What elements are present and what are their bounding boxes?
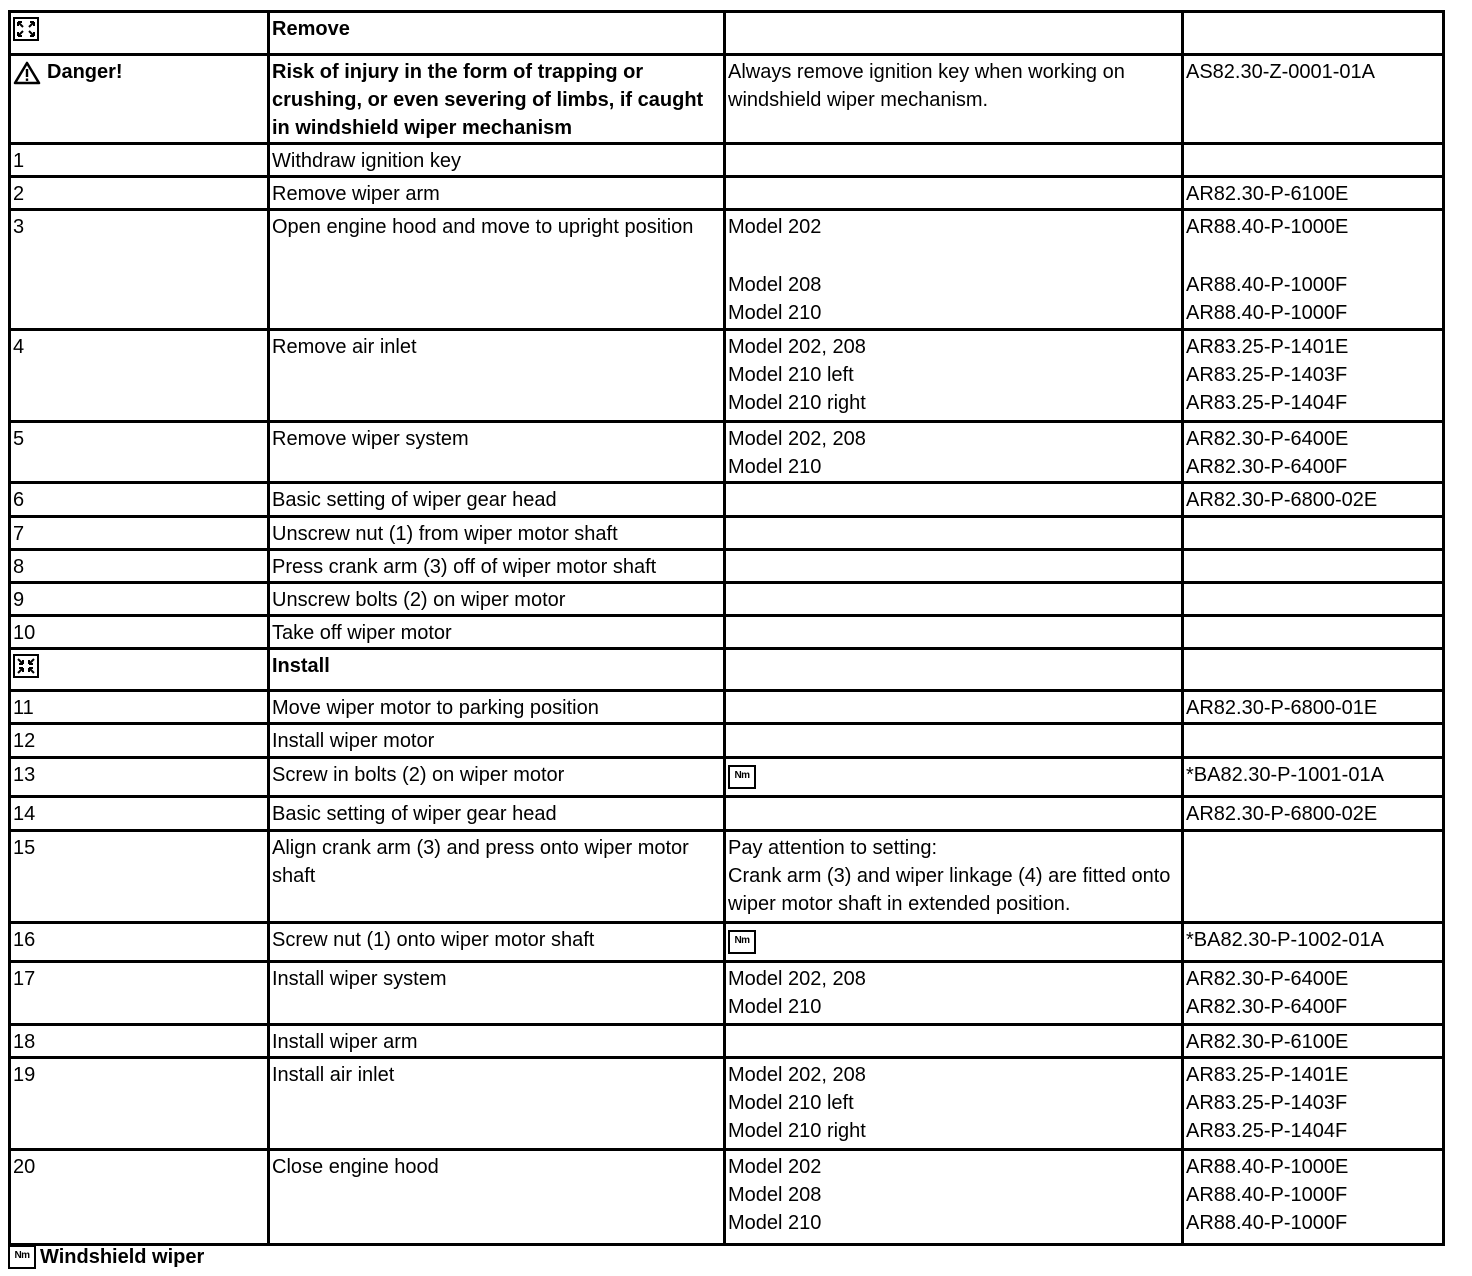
remove-section-title: Remove [269, 12, 725, 55]
step-note: Model 202 [728, 1156, 822, 1178]
step-ref: AR82.30-P-6400F [1186, 996, 1348, 1018]
table-row [10, 1025, 1444, 1058]
step-text: Withdraw ignition key [269, 144, 725, 177]
step-ref: AR83.25-P-1403F [1186, 1092, 1348, 1114]
step-note: Model 210 [728, 1212, 822, 1234]
torque-nm-icon: Nm [728, 765, 756, 789]
table-row [10, 550, 1444, 583]
step-number: 12 [10, 724, 269, 758]
step-number: 1 [10, 144, 269, 177]
step-text: Press crank arm (3) off of wiper motor shaft [269, 550, 725, 583]
step-number: 3 [10, 210, 269, 330]
step-ref: AR82.30-P-6800-02E [1183, 483, 1444, 517]
step-ref: AR82.30-P-6100E [1183, 1025, 1444, 1058]
torque-nm-icon: Nm [728, 930, 756, 954]
table-row [10, 616, 1444, 649]
step-number: 14 [10, 797, 269, 831]
step-number: 5 [10, 422, 269, 483]
install-symbol-icon [13, 654, 39, 678]
step-note: Model 210 right [728, 392, 866, 414]
table-row [10, 517, 1444, 550]
step-number: 18 [10, 1025, 269, 1058]
danger-row [10, 55, 1444, 144]
step-ref: *BA82.30-P-1002-01A [1183, 923, 1444, 962]
step-ref: AR82.30-P-6100E [1183, 177, 1444, 210]
step-ref: AR83.25-P-1401E [1186, 1064, 1349, 1086]
step-number: 6 [10, 483, 269, 517]
step-note: Model 202, 208 [728, 428, 866, 450]
step-text: Screw in bolts (2) on wiper motor [269, 758, 725, 797]
step-number: 17 [10, 962, 269, 1025]
step-text: Remove wiper system [269, 422, 725, 483]
step-note: Model 210 left [728, 364, 854, 386]
step-number: 7 [10, 517, 269, 550]
step-text: Open engine hood and move to upright position [269, 210, 725, 330]
table-row [10, 923, 1444, 962]
step-note: Crank arm (3) and wiper linkage (4) are fitted onto wiper motor shaft in extended position. [728, 865, 1171, 915]
table-row [10, 583, 1444, 616]
table-row [10, 330, 1444, 422]
table-row [10, 1058, 1444, 1150]
step-note: Model 202, 208 [728, 968, 866, 990]
step-note: Model 210 left [728, 1092, 854, 1114]
step-note: Model 208 [728, 274, 822, 296]
step-ref: AR83.25-P-1404F [1186, 1120, 1348, 1142]
install-header-row [10, 649, 1444, 691]
step-number: 20 [10, 1150, 269, 1245]
step-note: Model 210 [728, 302, 822, 324]
step-number: 9 [10, 583, 269, 616]
step-text: Install air inlet [269, 1058, 725, 1150]
table-row [10, 691, 1444, 724]
step-ref: AR88.40-P-1000F [1186, 1184, 1348, 1206]
table-row [10, 962, 1444, 1025]
step-number: 13 [10, 758, 269, 797]
step-text: Install wiper motor [269, 724, 725, 758]
step-text: Basic setting of wiper gear head [269, 797, 725, 831]
install-section-title: Install [269, 649, 725, 691]
step-text: Install wiper system [269, 962, 725, 1025]
warning-triangle-icon [13, 61, 41, 93]
step-ref: AR83.25-P-1403F [1186, 364, 1348, 386]
step-ref: AR82.30-P-6800-01E [1183, 691, 1444, 724]
table-row [10, 422, 1444, 483]
step-ref: AR88.40-P-1000F [1186, 274, 1348, 296]
step-number: 19 [10, 1058, 269, 1150]
step-number: 2 [10, 177, 269, 210]
step-note: Model 202, 208 [728, 336, 866, 358]
step-number: 11 [10, 691, 269, 724]
table-row [10, 483, 1444, 517]
table-row [10, 1150, 1444, 1245]
step-text: Unscrew bolts (2) on wiper motor [269, 583, 725, 616]
step-ref: AR82.30-P-6400E [1186, 968, 1349, 990]
step-ref: AR88.40-P-1000F [1186, 1212, 1348, 1234]
step-number: 4 [10, 330, 269, 422]
table-row [10, 797, 1444, 831]
step-text: Remove air inlet [269, 330, 725, 422]
step-number: 15 [10, 831, 269, 923]
step-text: Take off wiper motor [269, 616, 725, 649]
step-text: Remove wiper arm [269, 177, 725, 210]
procedure-table [8, 10, 1445, 1246]
step-note: Model 208 [728, 1184, 822, 1206]
step-number: 8 [10, 550, 269, 583]
step-note: Model 202 [728, 216, 822, 238]
step-text: Screw nut (1) onto wiper motor shaft [269, 923, 725, 962]
step-ref: *BA82.30-P-1001-01A [1183, 758, 1444, 797]
step-text: Install wiper arm [269, 1025, 725, 1058]
step-ref: AR88.40-P-1000E [1186, 216, 1349, 238]
step-note: Model 210 right [728, 1120, 866, 1142]
step-text: Unscrew nut (1) from wiper motor shaft [269, 517, 725, 550]
danger-risk-text: Risk of injury in the form of trapping or crushing, or even severing of limbs, if caught in windshield wiper mechanism [269, 55, 725, 144]
table-row [10, 724, 1444, 758]
remove-header-row [10, 12, 1444, 55]
step-text: Align crank arm (3) and press onto wiper motor shaft [269, 831, 725, 923]
remove-symbol-icon [13, 17, 39, 41]
step-ref: AR88.40-P-1000E [1186, 1156, 1349, 1178]
footer-label: Windshield wiper [40, 1246, 205, 1268]
danger-ref: AS82.30-Z-0001-01A [1183, 55, 1444, 144]
table-row [10, 758, 1444, 797]
step-text: Basic setting of wiper gear head [269, 483, 725, 517]
step-ref: AR82.30-P-6400F [1186, 456, 1348, 478]
step-ref: AR83.25-P-1401E [1186, 336, 1349, 358]
step-text: Close engine hood [269, 1150, 725, 1245]
step-number: 10 [10, 616, 269, 649]
step-text: Move wiper motor to parking position [269, 691, 725, 724]
step-note: Model 210 [728, 996, 822, 1018]
step-ref: AR82.30-P-6400E [1186, 428, 1349, 450]
danger-measure-text: Always remove ignition key when working on windshield wiper mechanism. [725, 55, 1183, 144]
step-note: Model 210 [728, 456, 822, 478]
footer-caption [8, 1242, 204, 1272]
step-ref: AR88.40-P-1000F [1186, 302, 1348, 324]
step-note: Pay attention to setting: [728, 837, 938, 859]
table-row [10, 144, 1444, 177]
step-ref: AR83.25-P-1404F [1186, 392, 1348, 414]
table-row [10, 831, 1444, 923]
step-note: Model 202, 208 [728, 1064, 866, 1086]
step-ref: AR82.30-P-6800-02E [1183, 797, 1444, 831]
danger-label: Danger! [47, 61, 123, 83]
table-row [10, 177, 1444, 210]
step-number: 16 [10, 923, 269, 962]
torque-nm-icon: Nm [8, 1245, 36, 1269]
table-row [10, 210, 1444, 330]
